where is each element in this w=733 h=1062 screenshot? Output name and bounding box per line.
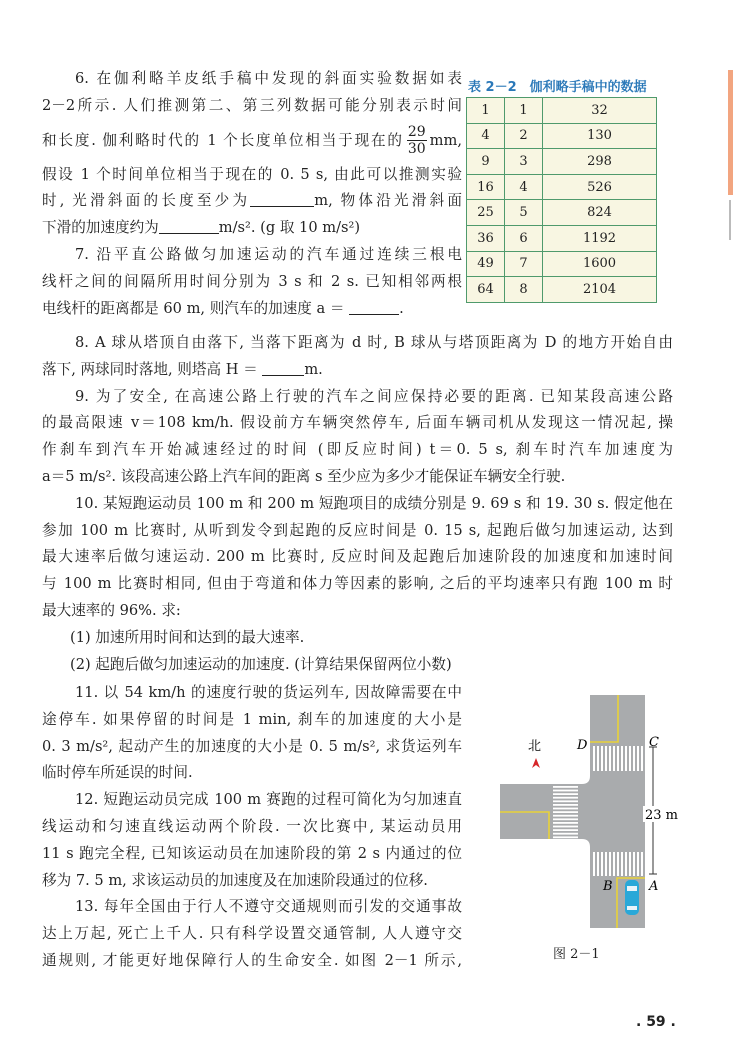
text-run: m/s². (g 取 10 m/s²) — [218, 219, 361, 237]
table-cell: 8 — [505, 277, 543, 303]
crosswalk-stripe — [553, 797, 578, 799]
table-cell: 9 — [467, 149, 505, 175]
crosswalk-stripe — [641, 746, 643, 771]
denominator: 30 — [407, 141, 426, 158]
text-run: 12. 短跑运动员完成 100 m 赛跑的过程可简化为匀加速直 — [75, 791, 462, 809]
text-run: 和长度. 伽利略时代的 1 个长度单位相当于现在的 — [42, 131, 404, 149]
crosswalk-stripe — [593, 746, 595, 771]
table-cell: 4 — [467, 123, 505, 149]
text-run: 11 s 跑完全程, 已知该运动员在加速阶段的第 2 s 内通过的位 — [42, 844, 462, 862]
label-d: D — [577, 738, 588, 753]
table-cell: 130 — [543, 123, 657, 149]
crosswalk-stripe — [553, 822, 578, 824]
table-cell: 64 — [467, 277, 505, 303]
table-cell: 2 — [505, 123, 543, 149]
crosswalk-stripe — [553, 793, 578, 795]
text-run: 最大速率后做匀速运动. 200 m 比赛时, 反应时间及起跑后加速阶段的加速度和加速时间 — [42, 548, 673, 566]
text-run: 0. 3 m/s², 起动产生的加速度的大小是 0. 5 m/s², 求货运列车 — [42, 737, 462, 755]
crosswalk-stripe — [609, 852, 611, 876]
table-cell: 3 — [505, 149, 543, 175]
crosswalk-stripe — [597, 746, 599, 771]
crosswalk-stripe — [637, 852, 639, 876]
crosswalk-stripe — [593, 852, 595, 876]
text-run: 13. 每年全国由于行人不遵守交通规则而引发的交通事故 — [75, 898, 462, 916]
label-a: A — [649, 879, 659, 894]
table-cell: 16 — [467, 174, 505, 200]
table-cell: 824 — [543, 200, 657, 226]
text-run: a＝5 m/s². 该段高速公路上汽车间的距离 s 至少应为多少才能保证车辆安全行驶. — [42, 467, 566, 485]
figure-caption: 图 2－1 — [553, 947, 600, 962]
numerator: 29 — [407, 124, 426, 141]
table-cell: 1600 — [543, 251, 657, 277]
table-cell: 298 — [543, 149, 657, 175]
table-cell: 5 — [505, 200, 543, 226]
table-cell: 2104 — [543, 277, 657, 303]
table-cell: 1 — [467, 98, 505, 124]
text-run: 落下, 两球同时落地, 则塔高 H ＝ — [42, 360, 263, 378]
crosswalk-stripe — [625, 852, 627, 876]
text-run: 与 100 m 比赛时相同, 但由于弯道和体力等因素的影响, 之后的平均速率只有跑 100 m 时 — [42, 575, 673, 593]
crosswalk-stripe — [553, 815, 578, 817]
text-run: 假设 1 个时间单位相当于现在的 0. 5 s, 由此可以推测实验 — [42, 165, 462, 183]
north-arrow-icon — [532, 758, 540, 768]
car-icon — [625, 880, 639, 915]
crosswalk-stripe — [613, 746, 615, 771]
north-label: 北 — [528, 739, 542, 754]
table-cell: 36 — [467, 225, 505, 251]
crosswalk-stripe — [621, 746, 623, 771]
crosswalk-stripe — [553, 790, 578, 792]
crosswalk-stripe — [553, 829, 578, 831]
text-run: 线运动和匀速直线运动两个阶段. 一次比赛中, 某运动员用 — [42, 817, 462, 835]
crosswalk-stripe — [617, 746, 619, 771]
text-run: 7. 沿平直公路做匀加速运动的汽车通过连续三根电 — [75, 245, 462, 263]
crosswalk-stripe — [617, 852, 619, 876]
crosswalk-stripe — [629, 852, 631, 876]
crosswalk-stripe — [641, 852, 643, 876]
crosswalk-stripe — [605, 852, 607, 876]
crosswalk-stripe — [553, 826, 578, 828]
crosswalk-stripe — [553, 808, 578, 810]
text-run: 途停车. 如果停留的时间是 1 min, 刹车的加速度的大小是 — [42, 710, 462, 728]
crosswalk-stripe — [633, 852, 635, 876]
crosswalk-stripe — [553, 786, 578, 788]
table-title: 表 2－2 伽利略手稿中的数据 — [468, 80, 647, 95]
text-run: 11. 以 54 km/h 的速度行驶的货运列车, 因故障需要在中 — [75, 684, 462, 701]
table-cell: 6 — [505, 225, 543, 251]
text-run: 6. 在伽利略羊皮纸手稿中发现的斜面实验数据如表 — [75, 70, 462, 87]
text-run: 9. 为了安全, 在高速公路上行驶的汽车之间应保持必要的距离. 已知某段高速公路 — [75, 387, 673, 405]
text-run: m. — [304, 360, 323, 378]
text-run: 电线杆的距离都是 60 m, 则汽车的加速度 a ＝ — [42, 299, 350, 317]
table-cell: 32 — [543, 98, 657, 124]
text-run: (2) 起跑后做匀加速运动的加速度. (计算结果保留两位小数) — [70, 655, 452, 673]
text-run: . — [399, 299, 404, 317]
table-cell: 49 — [467, 251, 505, 277]
crosswalk-stripe — [613, 852, 615, 876]
table-cell: 1192 — [543, 225, 657, 251]
crosswalk-stripe — [629, 746, 631, 771]
crosswalk-stripe — [605, 746, 607, 771]
page-number: . 59 . — [636, 1014, 676, 1030]
table-cell: 25 — [467, 200, 505, 226]
crosswalk-stripe — [553, 836, 578, 838]
text-run: (1) 加速所用时间和达到的最大速率. — [70, 628, 305, 646]
distance-label: 23 m — [645, 808, 679, 823]
text-run: m, 物体沿光滑斜面 — [314, 192, 462, 210]
crosswalk-stripe — [553, 811, 578, 813]
label-c: C — [649, 735, 659, 750]
crosswalk-stripe — [625, 746, 627, 771]
table-cell: 7 — [505, 251, 543, 277]
crosswalk-stripe — [553, 804, 578, 806]
label-b: B — [603, 879, 613, 894]
text-run: 作刹车到汽车开始减速经过的时间 (即反应时间) t＝0. 5 s, 刹车时汽车加速度为 — [42, 441, 673, 459]
text-run: 10. 某短跑运动员 100 m 和 200 m 短跑项目的成绩分别是 9. 69 s 和 19. 30 s. 假定他在 — [75, 494, 673, 512]
text-run: 参加 100 m 比赛时, 从听到发令到起跑的反应时间是 0. 15 s, 起跑后做匀加速运动, 达到 — [42, 521, 673, 539]
crosswalk-stripe — [609, 746, 611, 771]
text-run: 移为 7. 5 m, 求该运动员的加速度及在加速阶段通过的位移. — [42, 871, 428, 889]
text-run: mm, — [429, 131, 462, 149]
crosswalk-stripe — [601, 746, 603, 771]
crosswalk-stripe — [597, 852, 599, 876]
text-run: 8. A 球从塔顶自由落下, 当落下距离为 d 时, B 球从与塔顶距离为 D 的地方开始自由 — [75, 334, 673, 351]
table-cell: 4 — [505, 174, 543, 200]
table-cell: 1 — [505, 98, 543, 124]
crosswalk-stripe — [633, 746, 635, 771]
table-cell: 526 — [543, 174, 657, 200]
text-run: 下滑的加速度约为 — [42, 219, 159, 237]
crosswalk-stripe — [621, 852, 623, 876]
crosswalk-stripe — [553, 833, 578, 835]
text-run: 的最高限速 v＝108 km/h. 假设前方车辆突然停车, 后面车辆司机从发现这一情况起, 操 — [42, 414, 673, 432]
crosswalk-stripe — [601, 852, 603, 876]
text-run: 达上万起, 死亡上千人. 只有科学设置交通管制, 人人遵守交 — [42, 925, 462, 943]
crosswalk-stripe — [553, 818, 578, 820]
text-run: 通规则, 才能更好地保障行人的生命安全. 如图 2－1 所示, — [42, 951, 462, 969]
text-run: 2－2所示. 人们推测第二、第三列数据可能分别表示时间 — [42, 96, 462, 114]
text-run: 线杆之间的间隔所用时间分别为 3 s 和 2 s. 已知相邻两根 — [42, 272, 462, 290]
text-run: 时, 光滑斜面的长度至少为 — [42, 192, 251, 210]
text-run: 临时停车所延误的时间. — [42, 764, 193, 782]
crosswalk-stripe — [637, 746, 639, 771]
text-run: 最大速率的 96%. 求: — [42, 601, 181, 619]
crosswalk-stripe — [553, 800, 578, 802]
